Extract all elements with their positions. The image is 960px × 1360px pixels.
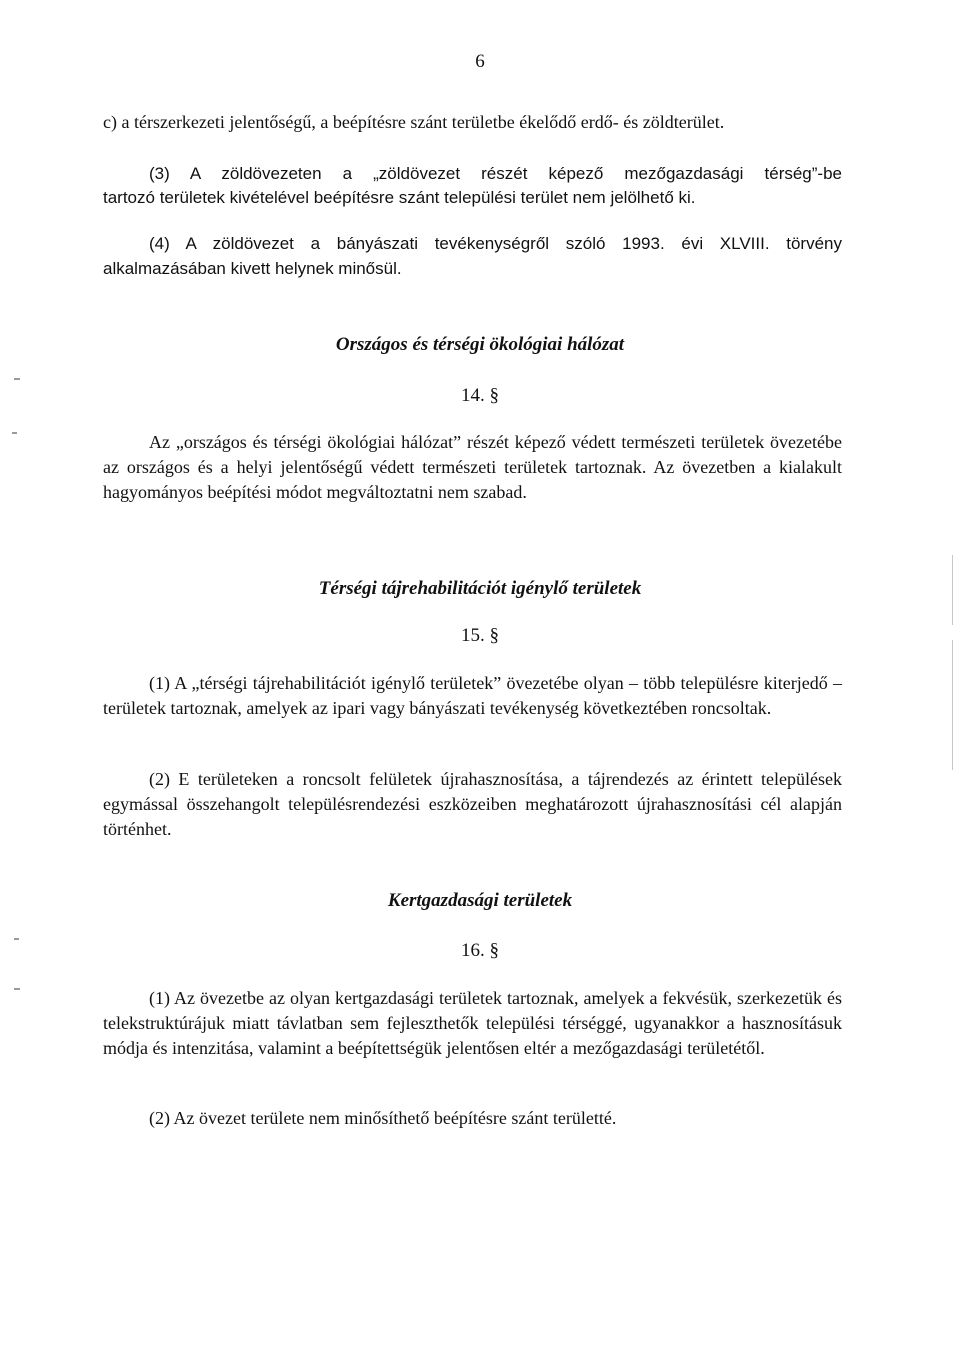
section-15-paragraph-2: (2) E területeken a roncsolt felületek újrahasznosítása, a tájrendezés az érintett települések egymással összehangolt településrendezési eszközeiben meghatározott újrahasznosítási cél alapján történhet.: [103, 769, 842, 839]
scan-mark: [14, 938, 19, 940]
scan-mark: [12, 432, 17, 434]
section-14-paragraph: Az „országos és térségi ökológiai hálózat” részét képező védett természeti területek övezetébe az országos és a helyi jelentőségű védett természeti területek tartoznak. Az övezetben a kialakult hagyományos beépítési módot megváltoztatni nem szabad.: [103, 432, 842, 502]
paragraph-3-line-2: tartozó területek kivételével beépítésre szánt települési terület nem jelölhető ki.: [103, 188, 696, 207]
section-number-15: 15. §: [461, 625, 499, 646]
section-number-14: 14. §: [461, 385, 499, 406]
section-16-paragraph-2: (2) Az övezet területe nem minősíthető beépítésre szánt területté.: [149, 1108, 617, 1128]
section-16-paragraph-1: (1) Az övezetbe az olyan kertgazdasági területek tartoznak, amelyek a fekvésük, szerkezetük és telekstruktúrájuk miatt távlatban sem fejleszthetők települési térséggé, ugyanakkor a hasznosításuk módja és intenzitása, valamint a beépítettségük jelentősen eltér a mezőgazdasági területétől.: [103, 988, 842, 1058]
scan-mark: [14, 988, 20, 990]
section-number-16: 16. §: [461, 940, 499, 961]
paragraph-4-line-1: (4) A zöldövezet a bányászati tevékenységről szóló 1993. évi XLVIII. törvény: [149, 234, 842, 253]
section-heading-14: Országos és térségi ökológiai hálózat: [335, 334, 625, 355]
scan-edge-line: [952, 640, 953, 770]
scan-mark: [14, 378, 20, 380]
section-heading-16: Kertgazdasági területek: [387, 890, 573, 911]
scan-edge-line: [952, 555, 953, 625]
section-heading-15: Térségi tájrehabilitációt igénylő területek: [318, 578, 642, 599]
paragraph-item-c: c) a térszerkezeti jelentőségű, a beépítésre szánt területbe ékelődő erdő- és zöldterület.: [103, 112, 725, 132]
paragraph-4-line-2: alkalmazásában kivett helynek minősül.: [103, 259, 402, 278]
paragraph-3-continued: [103, 185, 842, 210]
page-number: 6: [475, 51, 485, 72]
paragraph-4-continued: [103, 256, 842, 281]
paragraph-3-line-1: (3) A zöldövezeten a „zöldövezet részét képező mezőgazdasági térség”-be: [149, 164, 842, 183]
section-15-paragraph-1: (1) A „térségi tájrehabilitációt igénylő területek” övezetébe olyan – több településre kiterjedő – területek tartoznak, amelyek az ipari vagy bányászati tevékenység következtében roncsoltak.: [103, 673, 842, 718]
paragraph-4: [103, 231, 842, 256]
paragraph-3: [103, 161, 842, 186]
